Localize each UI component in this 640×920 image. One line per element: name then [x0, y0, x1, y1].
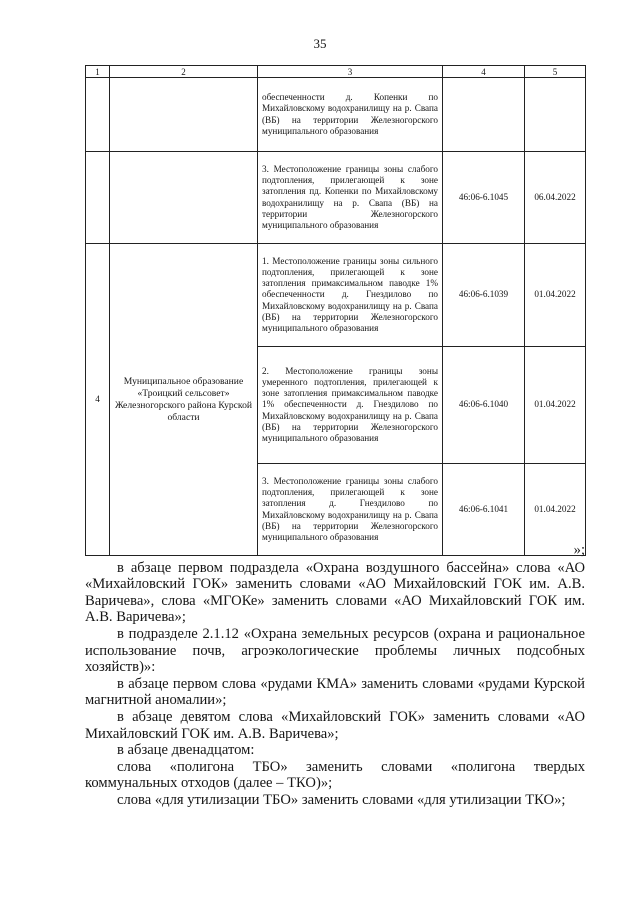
paragraph: в абзаце первом подраздела «Охрана воздушного бассейна» слова «АО «Михайловский ГОК» заменить словами «АО Михайловский ГОК им. А.В. Варичева», слова «МГОКе» заменить словами «АО Михайловский ГОК им. А.В. Варичева»;	[85, 559, 585, 626]
registry-number-cell	[443, 78, 525, 152]
column-number-row	[86, 66, 586, 78]
zone-description-cell: 1. Местоположение границы зоны сильного подтопления, прилегающей к зоне затопления примаксимальном паводке 1% обеспеченности д. Гнездилово по Михайловскому водохранилищу на р. Свапа (ВБ) на территории Железногорского муниципального образования	[258, 244, 443, 347]
row-number-cell: 4	[86, 244, 110, 556]
document-table	[85, 65, 586, 556]
column-number: 3	[258, 66, 443, 78]
table-row	[86, 244, 586, 347]
zone-description-cell: обеспеченности д. Копенки по Михайловскому водохранилищу на р. Свапа (ВБ) на территории Железногорского муниципального образования	[258, 78, 443, 152]
column-number: 1	[86, 66, 110, 78]
date-cell: 01.04.2022	[525, 464, 586, 556]
date-cell: 01.04.2022	[525, 244, 586, 347]
row-number-cell	[86, 152, 110, 244]
zone-description-cell: 3. Местоположение границы зоны слабого подтопления, прилегающей к зоне затопления пд. Копенки по Михайловскому водохранилищу на р. Свапа (ВБ) на территории Железногорского муниципального образования	[258, 152, 443, 244]
registry-number-cell: 46:06-6.1045	[443, 152, 525, 244]
paragraph: в подразделе 2.1.12 «Охрана земельных ресурсов (охрана и рациональное использование почв, агроэкологические проблемы личных подсобных хозяйств)»:	[85, 625, 585, 676]
row-number-cell	[86, 78, 110, 152]
zone-description-cell: 3. Местоположение границы зоны слабого подтопления, прилегающей к зоне затопления д. Гнездилово по Михайловскому водохранилищу на р. Свапа (ВБ) на территории Железногорского муниципального образования	[258, 464, 443, 556]
table-row	[86, 78, 586, 152]
paragraph: слова «для утилизации ТБО» заменить словами «для утилизации ТКО»;	[117, 791, 566, 808]
column-number: 4	[443, 66, 525, 78]
municipality-cell	[110, 152, 258, 244]
registry-number-cell: 46:06-6.1040	[443, 347, 525, 464]
column-number: 2	[110, 66, 258, 78]
table-row	[86, 152, 586, 244]
paragraph: слова «полигона ТБО» заменить словами «полигона твердых коммунальных отходов (далее – ТКО)»;	[85, 758, 585, 792]
municipality-cell	[110, 78, 258, 152]
date-cell: 06.04.2022	[525, 152, 586, 244]
registry-number-cell: 46:06-6.1041	[443, 464, 525, 556]
paragraph: в абзаце двенадцатом:	[117, 742, 255, 759]
registry-number-cell: 46:06-6.1039	[443, 244, 525, 347]
column-number: 5	[525, 66, 586, 78]
page-number: 35	[313, 36, 327, 51]
zone-description-cell: 2. Местоположение границы зоны умеренного подтопления, прилегающей к зоне затопления примаксимальном паводке 1% обеспеченности д. Гнездилово по Михайловскому водохранилищу на р. Свапа (ВБ) на территории Железногорского муниципального образования	[258, 347, 443, 464]
paragraph: в абзаце девятом слова «Михайловский ГОК» заменить словами «АО Михайловский ГОК им. А.В. Варичева»;	[85, 708, 585, 742]
date-cell	[525, 78, 586, 152]
paragraph: в абзаце первом слова «рудами КМА» заменить словами «рудами Курской магнитной аномалии»;	[85, 675, 585, 709]
municipality-cell: Муниципальное образование «Троицкий сельсовет» Железногорского района Курской области	[110, 244, 258, 556]
closing-quote: »;	[573, 542, 585, 558]
date-cell: 01.04.2022	[525, 347, 586, 464]
amendment-text	[85, 542, 585, 809]
